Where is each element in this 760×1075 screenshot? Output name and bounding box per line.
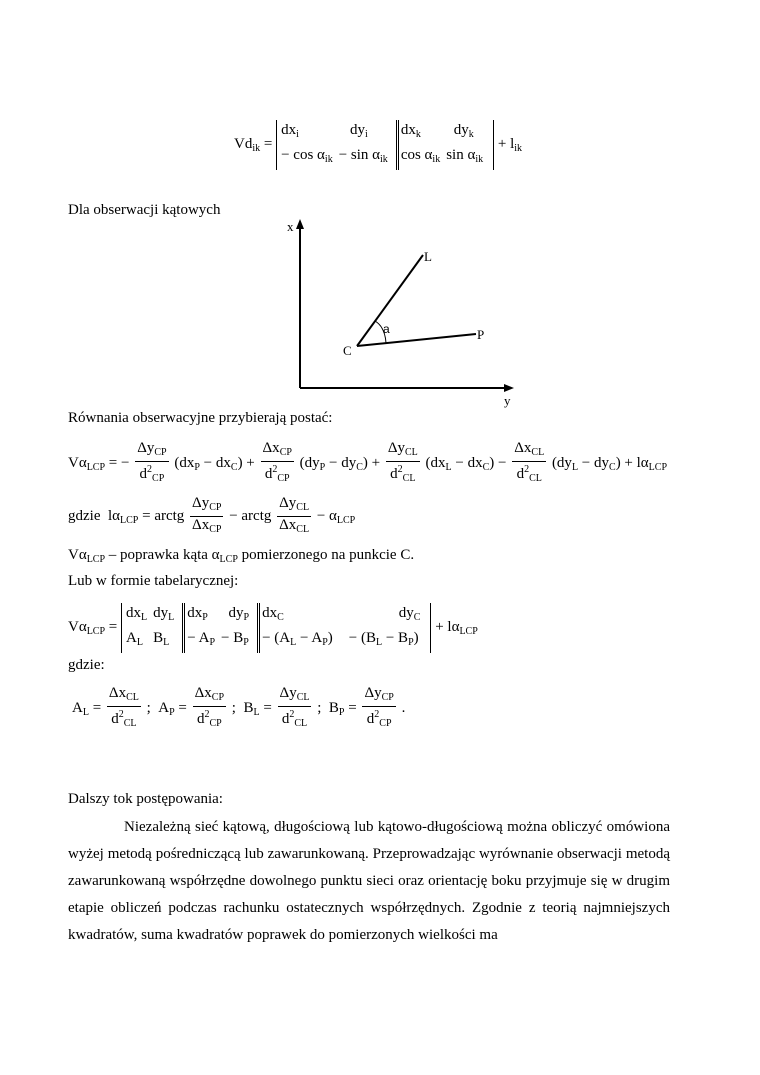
text-where-2: gdzie: (68, 657, 105, 673)
point-l-label: L (424, 249, 432, 264)
axis-y-label: y (504, 393, 511, 408)
point-p-label: P (477, 327, 485, 342)
axis-x-label: x (287, 219, 294, 234)
heading-angular: Dla obserwacji kątowych (68, 202, 221, 218)
text-correction: $V\alpha_{LCP}$ – poprawka kąta $\alpha_{LCP}$ pomierzonego na punkcie C. (68, 547, 415, 565)
paragraph-network: Niezależną sieć kątową, długościową lub kątowo-długościową można obliczyć omówiona wyżej metodą pośredniczącą lub zawarunkowaną. Przeprowadzając wyrównanie obserwacji metodą zawarunkowaną współrzędne dowolnego punktu sieci oraz orientację boku przyjmuje się w drugim etapie obliczeń podczas rachunku ostatecznych współrzędnych. Zgodnie z teorią najmniejszych kwadratów, suma kwadratów poprawek do pomierzonych wielkości ma (68, 819, 670, 943)
equation-lalpha: gdzie $l\alpha_{LCP}$ = arctg $\frac{\Delta y_{CP}}{\Delta x_{CP}}$ − arctg $\frac{\Delta y_{CL}}{\Delta x_{CL}}$ − $\alpha_{LCP}$ (68, 495, 356, 535)
equation-tabular: $V\alpha_{LCP}$ = $dx_L$ $dy_L$ $A_L$ $B_L$ $dx_P$ $dy_P$ − $A_P$ − $B_P$ $dx_C$ $dy_C$ − $(A_L - A_P)$ − $(B_L - B_P)$ + $l\alpha_{LCP}$ (68, 603, 478, 653)
text-further: Dalszy tok postępowania: (68, 791, 223, 807)
formula-vd: $Vd_{ik}$ = $dx_i$ $dy_i$ − $\cos \alpha_{ik}$ − $\sin \alpha_{ik}$ $dx_k$ $dy_k$ $\cos \alpha_{ik}$ $\sin \alpha_{ik}$ + $l_{ik}$ (234, 120, 522, 170)
equation-valpha: $V\alpha_{LCP}$ = − $\frac{\Delta y_{CP}}{d^2_{CP}}$ $(dx_P - dx_C)$ + $\frac{\Delta x_{CP}}{d^2_{CP}}$ $(dy_P - dy_C)$ + $\frac{\Delta y_{CL}}{d^2_{CL}}$ $(dx_L - dx_C)$ − $\frac{\Delta x_{CL}}{d^2_{CL}}$ $(dy_L - dy_C) + l\alpha_{LCP}$ (68, 440, 668, 484)
angle-diagram (280, 215, 520, 410)
text-tabular: Lub w formie tabelarycznej: (68, 573, 239, 589)
point-c-label: C (343, 343, 352, 358)
angle-label: a (383, 322, 390, 336)
text-observation-equations: Równania obserwacyjne przybierają postać: (68, 410, 333, 426)
equation-coefficients: $A_L$ = $\frac{\Delta x_{CL}}{d^2_{CL}}$ ; $A_P$ = $\frac{\Delta x_{CP}}{d^2_{CP}}$ ; $B_L$ = $\frac{\Delta y_{CL}}{d^2_{CL}}$ ; $B_P$ = $\frac{\Delta y_{CP}}{d^2_{CP}}$ . (72, 685, 406, 729)
